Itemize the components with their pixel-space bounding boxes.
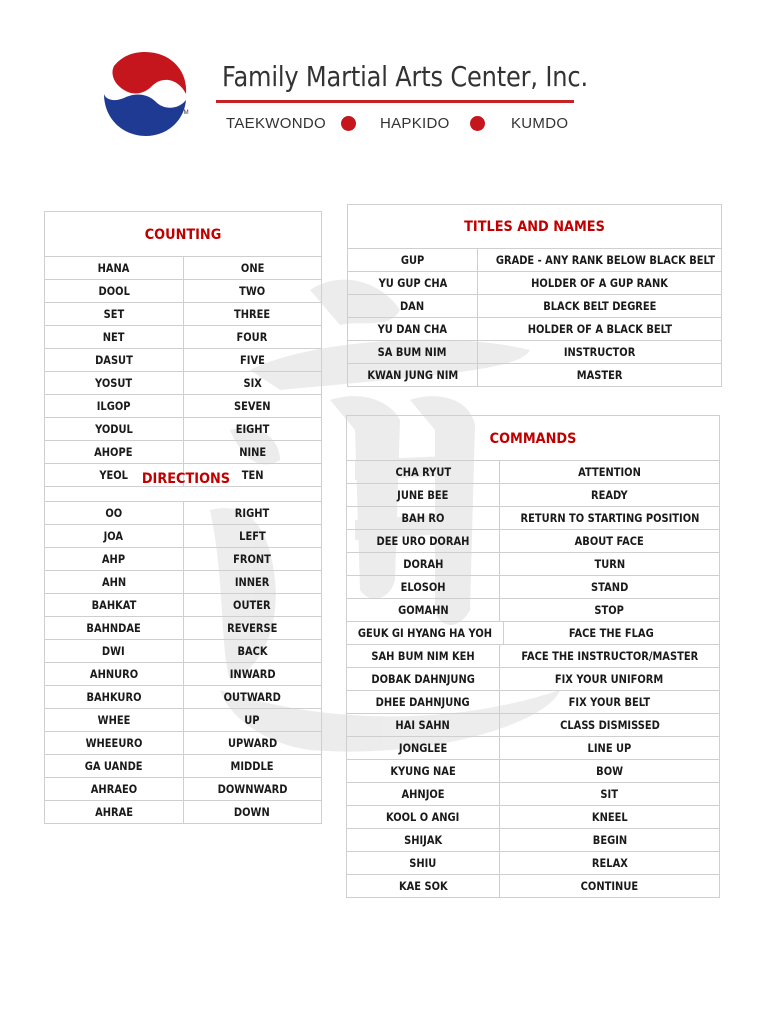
art-hapkido: HAPKIDO xyxy=(380,115,450,132)
commands-row xyxy=(347,805,719,828)
commands-row xyxy=(347,782,719,805)
commands-row xyxy=(347,667,719,690)
directions-row xyxy=(45,639,321,662)
meaning-cell xyxy=(499,553,719,575)
term-cell xyxy=(347,622,503,644)
meaning-cell xyxy=(499,461,719,483)
directions-row xyxy=(45,777,321,800)
term-cell xyxy=(45,663,183,685)
term-text: YODUL xyxy=(94,422,133,436)
term-cell xyxy=(348,295,477,317)
meaning-text: MASTER xyxy=(576,368,623,382)
term-text: KYUNG NAE xyxy=(390,764,456,778)
header-divider xyxy=(216,100,574,103)
meaning-cell xyxy=(183,755,322,777)
table-spacer xyxy=(45,486,321,501)
meaning-text: EIGHT xyxy=(235,422,270,436)
term-cell xyxy=(45,709,183,731)
term-text: AHP xyxy=(102,552,126,566)
titles-row xyxy=(348,340,721,363)
term-cell xyxy=(347,530,499,552)
meaning-text: GRADE - ANY RANK BELOW BLACK BELT xyxy=(495,253,715,267)
meaning-text: HOLDER OF A GUP RANK xyxy=(531,276,668,290)
meaning-cell xyxy=(499,691,719,713)
meaning-cell xyxy=(183,663,322,685)
counting-row xyxy=(45,417,321,440)
meaning-cell xyxy=(183,571,322,593)
term-text: GEUK GI HYANG HA YOH xyxy=(357,626,493,640)
company-name: Family Martial Arts Center, Inc. xyxy=(222,60,588,93)
term-text: HANA xyxy=(97,261,130,275)
meaning-text: TWO xyxy=(239,284,266,298)
meaning-cell xyxy=(183,372,322,394)
term-cell xyxy=(347,783,499,805)
term-cell xyxy=(347,645,499,667)
meaning-cell xyxy=(477,364,721,386)
commands-title: COMMANDS xyxy=(489,431,577,447)
meaning-cell xyxy=(183,441,322,463)
term-text: DOOL xyxy=(98,284,130,298)
commands-table xyxy=(346,415,720,898)
meaning-cell xyxy=(499,507,719,529)
term-text: DORAH xyxy=(402,557,444,571)
art-kumdo: KUMDO xyxy=(511,115,569,132)
red-dot-icon xyxy=(470,116,485,131)
meaning-text: UPWARD xyxy=(227,736,277,750)
art-taekwondo: TAEKWONDO xyxy=(226,115,326,132)
commands-row xyxy=(347,690,719,713)
meaning-text: INNER xyxy=(234,575,270,589)
term-text: BAHKURO xyxy=(86,690,142,704)
meaning-text: OUTWARD xyxy=(223,690,281,704)
commands-row xyxy=(347,759,719,782)
meaning-text: NINE xyxy=(238,445,266,459)
counting-row xyxy=(45,371,321,394)
commands-rows xyxy=(347,460,719,897)
term-text: SHIJAK xyxy=(403,833,443,847)
commands-row xyxy=(347,552,719,575)
meaning-text: RIGHT xyxy=(235,506,270,520)
term-text: SAH BUM NIM KEH xyxy=(371,649,475,663)
term-text: GUP xyxy=(400,253,425,267)
term-text: AHRAEO xyxy=(90,782,137,796)
directions-rows xyxy=(45,501,321,823)
term-text: HAI SAHN xyxy=(395,718,451,732)
meaning-text: UP xyxy=(244,713,260,727)
term-cell xyxy=(348,318,477,340)
meaning-text: LINE UP xyxy=(587,741,632,755)
meaning-cell xyxy=(183,303,322,325)
meaning-cell xyxy=(499,829,719,851)
term-cell xyxy=(45,372,183,394)
meaning-cell xyxy=(183,640,322,662)
taegeuk-logo xyxy=(100,48,190,140)
titles-names-table xyxy=(347,204,722,387)
titles-title: TITLES AND NAMES xyxy=(464,219,605,235)
meaning-cell xyxy=(183,594,322,616)
term-cell xyxy=(45,525,183,547)
meaning-text: KNEEL xyxy=(591,810,628,824)
term-cell xyxy=(347,576,499,598)
directions-row xyxy=(45,547,321,570)
meaning-cell xyxy=(503,622,719,644)
titles-row xyxy=(348,363,721,386)
directions-row xyxy=(45,754,321,777)
meaning-text: TURN xyxy=(594,557,625,571)
term-text: DHEE DAHNJUNG xyxy=(376,695,470,709)
term-cell xyxy=(347,806,499,828)
term-text: AHN xyxy=(101,575,126,589)
directions-row xyxy=(45,570,321,593)
meaning-cell xyxy=(183,548,322,570)
directions-row xyxy=(45,708,321,731)
directions-row xyxy=(45,731,321,754)
meaning-cell xyxy=(183,778,322,800)
term-cell xyxy=(348,341,477,363)
term-cell xyxy=(45,257,183,279)
commands-row xyxy=(347,483,719,506)
meaning-cell xyxy=(183,418,322,440)
directions-row xyxy=(45,800,321,823)
counting-row xyxy=(45,279,321,302)
term-cell xyxy=(45,640,183,662)
term-cell xyxy=(347,461,499,483)
term-text: BAHNDAE xyxy=(86,621,141,635)
term-cell xyxy=(45,280,183,302)
meaning-text: SIT xyxy=(600,787,619,801)
term-cell xyxy=(45,571,183,593)
term-cell xyxy=(45,502,183,524)
term-text: AHNURO xyxy=(89,667,138,681)
meaning-text: FIX YOUR BELT xyxy=(568,695,651,709)
meaning-cell xyxy=(183,280,322,302)
meaning-cell xyxy=(477,272,721,294)
meaning-cell xyxy=(499,806,719,828)
term-text: NET xyxy=(102,330,125,344)
commands-row xyxy=(347,506,719,529)
meaning-text: TEN xyxy=(241,468,264,482)
directions-row xyxy=(45,685,321,708)
term-cell xyxy=(347,553,499,575)
titles-row xyxy=(348,271,721,294)
meaning-cell xyxy=(477,249,733,271)
commands-row xyxy=(347,460,719,483)
term-cell xyxy=(348,272,477,294)
term-cell xyxy=(347,599,499,621)
term-text: DOBAK DAHNJUNG xyxy=(371,672,475,686)
term-text: YU GUP CHA xyxy=(378,276,447,290)
term-cell xyxy=(347,737,499,759)
meaning-text: DOWNWARD xyxy=(217,782,288,796)
term-cell xyxy=(347,852,499,874)
term-cell xyxy=(45,326,183,348)
meaning-cell xyxy=(499,852,719,874)
commands-row xyxy=(347,621,719,644)
meaning-text: RETURN TO STARTING POSITION xyxy=(520,511,699,525)
term-text: SET xyxy=(103,307,125,321)
meaning-cell xyxy=(499,484,719,506)
meaning-text: FACE THE INSTRUCTOR/MASTER xyxy=(521,649,698,663)
term-text: WHEE xyxy=(97,713,131,727)
meaning-cell xyxy=(183,617,322,639)
meaning-text: BACK xyxy=(237,644,268,658)
term-text: SHIU xyxy=(409,856,437,870)
term-text: OO xyxy=(105,506,123,520)
meaning-cell xyxy=(183,257,322,279)
term-cell xyxy=(347,507,499,529)
directions-row xyxy=(45,662,321,685)
term-cell xyxy=(347,691,499,713)
meaning-text: REVERSE xyxy=(227,621,278,635)
commands-row xyxy=(347,736,719,759)
meaning-text: MIDDLE xyxy=(230,759,274,773)
directions-title: DIRECTIONS xyxy=(141,471,231,487)
meaning-text: HOLDER OF A BLACK BELT xyxy=(527,322,672,336)
commands-row xyxy=(347,713,719,736)
meaning-text: INWARD xyxy=(229,667,276,681)
meaning-text: FOUR xyxy=(236,330,268,344)
term-cell xyxy=(45,395,183,417)
meaning-cell xyxy=(499,576,719,598)
term-text: ILGOP xyxy=(96,399,131,413)
term-text: BAHKAT xyxy=(91,598,137,612)
directions-row xyxy=(45,616,321,639)
term-cell xyxy=(45,349,183,371)
meaning-cell xyxy=(499,714,719,736)
term-text: YEOL xyxy=(99,468,129,482)
counting-row xyxy=(45,302,321,325)
titles-row xyxy=(348,248,721,271)
meaning-cell xyxy=(183,326,322,348)
titles-row xyxy=(348,317,721,340)
counting-directions-table xyxy=(44,211,322,824)
commands-row xyxy=(347,851,719,874)
term-cell xyxy=(45,801,183,823)
term-text: JUNE BEE xyxy=(397,488,449,502)
meaning-cell xyxy=(183,801,322,823)
commands-row xyxy=(347,828,719,851)
meaning-cell xyxy=(499,875,719,897)
term-cell xyxy=(347,875,499,897)
directions-row xyxy=(45,593,321,616)
meaning-text: RELAX xyxy=(591,856,628,870)
commands-row xyxy=(347,874,719,897)
term-cell xyxy=(348,364,477,386)
term-text: DEE URO DORAH xyxy=(376,534,470,548)
term-cell xyxy=(45,617,183,639)
counting-row xyxy=(45,256,321,279)
term-text: DASUT xyxy=(94,353,133,367)
term-text: KWAN JUNG NIM xyxy=(367,368,458,382)
term-text: DAN xyxy=(400,299,425,313)
meaning-cell xyxy=(499,760,719,782)
term-cell xyxy=(347,714,499,736)
meaning-cell xyxy=(183,732,322,754)
term-text: GOMAHN xyxy=(397,603,449,617)
meaning-text: SIX xyxy=(243,376,262,390)
titles-row xyxy=(348,294,721,317)
term-cell xyxy=(347,829,499,851)
term-cell xyxy=(45,594,183,616)
meaning-text: ONE xyxy=(240,261,264,275)
meaning-text: STOP xyxy=(594,603,625,617)
directions-row xyxy=(45,501,321,524)
term-cell xyxy=(347,484,499,506)
meaning-text: OUTER xyxy=(233,598,272,612)
meaning-text: DOWN xyxy=(234,805,271,819)
meaning-text: INSTRUCTOR xyxy=(563,345,636,359)
counting-title: COUNTING xyxy=(144,227,222,243)
meaning-cell xyxy=(183,686,322,708)
term-text: JONGLEE xyxy=(398,741,448,755)
meaning-text: ABOUT FACE xyxy=(574,534,645,548)
meaning-cell xyxy=(183,502,322,524)
term-cell xyxy=(347,668,499,690)
meaning-cell xyxy=(499,668,719,690)
term-text: CHA RYUT xyxy=(395,465,451,479)
term-text: AHOPE xyxy=(94,445,133,459)
term-cell xyxy=(348,249,477,271)
term-cell xyxy=(45,732,183,754)
meaning-cell xyxy=(477,295,721,317)
term-cell xyxy=(45,548,183,570)
meaning-text: FIVE xyxy=(239,353,265,367)
meaning-cell xyxy=(183,395,322,417)
term-text: BAH RO xyxy=(401,511,445,525)
term-text: WHEEURO xyxy=(85,736,143,750)
meaning-text: THREE xyxy=(234,307,271,321)
commands-row xyxy=(347,644,719,667)
term-text: KAE SOK xyxy=(398,879,448,893)
term-text: ELOSOH xyxy=(400,580,446,594)
term-cell xyxy=(45,418,183,440)
term-cell xyxy=(45,303,183,325)
meaning-text: LEFT xyxy=(238,529,266,543)
titles-rows xyxy=(348,248,721,386)
commands-row xyxy=(347,529,719,552)
meaning-text: STAND xyxy=(590,580,629,594)
term-text: AHNJOE xyxy=(401,787,445,801)
term-text: YOSUT xyxy=(95,376,133,390)
meaning-cell xyxy=(477,318,721,340)
trademark-mark: TM xyxy=(180,110,189,116)
meaning-cell xyxy=(183,525,322,547)
meaning-text: ATTENTION xyxy=(578,465,641,479)
term-cell xyxy=(45,755,183,777)
term-cell xyxy=(45,778,183,800)
meaning-cell xyxy=(183,349,322,371)
term-cell xyxy=(45,441,183,463)
term-text: AHRAE xyxy=(94,805,133,819)
term-text: GA UANDE xyxy=(84,759,143,773)
counting-row xyxy=(45,440,321,463)
meaning-cell xyxy=(477,341,721,363)
commands-row xyxy=(347,575,719,598)
term-text: KOOL O ANGI xyxy=(386,810,460,824)
term-text: YU DAN CHA xyxy=(377,322,448,336)
meaning-cell xyxy=(499,530,719,552)
term-text: DWI xyxy=(102,644,126,658)
term-cell xyxy=(347,760,499,782)
meaning-text: FACE THE FLAG xyxy=(569,626,654,640)
meaning-text: CONTINUE xyxy=(580,879,639,893)
term-text: JOA xyxy=(104,529,124,543)
meaning-text: BEGIN xyxy=(592,833,627,847)
counting-row xyxy=(45,325,321,348)
meaning-text: FIX YOUR UNIFORM xyxy=(555,672,664,686)
meaning-text: SEVEN xyxy=(233,399,271,413)
meaning-cell xyxy=(183,709,322,731)
meaning-text: FRONT xyxy=(233,552,272,566)
meaning-cell xyxy=(499,599,719,621)
meaning-cell xyxy=(499,737,719,759)
counting-row xyxy=(45,394,321,417)
red-dot-icon xyxy=(341,116,356,131)
term-text: SA BUM NIM xyxy=(378,345,447,359)
meaning-cell xyxy=(499,783,719,805)
meaning-text: CLASS DISMISSED xyxy=(559,718,660,732)
meaning-text: BOW xyxy=(596,764,623,778)
meaning-text: BLACK BELT DEGREE xyxy=(542,299,657,313)
term-cell xyxy=(45,686,183,708)
meaning-cell xyxy=(499,645,719,667)
meaning-text: READY xyxy=(591,488,628,502)
commands-row xyxy=(347,598,719,621)
counting-rows xyxy=(45,256,321,486)
counting-row xyxy=(45,348,321,371)
directions-row xyxy=(45,524,321,547)
